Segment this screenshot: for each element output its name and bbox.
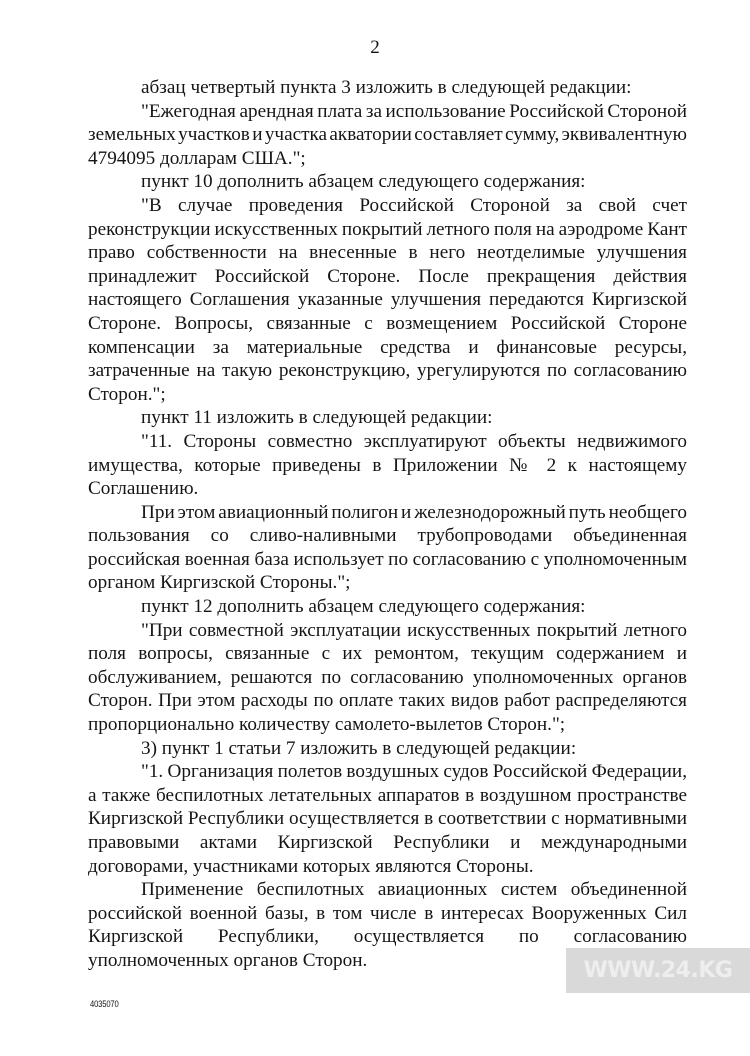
text-line: Киргизской Республики, осуществляется по согласованию <box>88 926 687 948</box>
text-line: земельных участков и участка акватории составляет сумму, эквивалентную <box>88 124 687 146</box>
document-body <box>88 76 687 973</box>
text-line: 3) пункт 1 статьи 7 изложить в следующей редакции: <box>141 737 577 759</box>
text-line: "1. Организация полетов воздушных судов Российской Федерации, <box>141 761 687 783</box>
text-line: Стороне. Вопросы, связанные с возмещением Российской Стороне <box>88 312 687 334</box>
text-line: "11. Стороны совместно эксплуатируют объекты недвижимого <box>141 430 687 452</box>
text-line: договорами, участниками которых являются Стороны. <box>88 855 534 877</box>
text-line: компенсации за материальные средства и финансовые ресурсы, <box>88 336 687 358</box>
text-line: обслуживанием, решаются по согласованию уполномоченных органов <box>88 666 687 688</box>
text-line: российская военная база использует по согласованию с уполномоченным <box>88 548 687 570</box>
text-line: пункт 11 изложить в следующей редакции: <box>141 407 493 429</box>
text-line: пункт 10 дополнить абзацем следующего содержания: <box>141 171 586 193</box>
text-line: "При совместной эксплуатации искусственных покрытий летного <box>141 619 687 641</box>
text-line: Сторон. При этом расходы по оплате таких видов работ распределяются <box>88 690 687 712</box>
watermark <box>566 948 750 993</box>
page-number: 2 <box>370 37 380 58</box>
text-line: Соглашению. <box>88 478 199 500</box>
text-line: "В случае проведения Российской Стороной за свой счет <box>141 194 687 216</box>
text-line: Сторон."; <box>88 383 166 405</box>
text-line: органом Киргизской Стороны."; <box>88 572 351 594</box>
text-line: уполномоченных органов Сторон. <box>88 949 368 971</box>
watermark-text: WWW.24.KG <box>583 957 733 983</box>
text-line: реконструкции искусственных покрытий летного поля на аэродроме Кант <box>88 218 687 240</box>
text-line: При этом авиационный полигон и железнодорожный путь необщего <box>141 501 687 523</box>
text-line: настоящего Соглашения указанные улучшения передаются Киргизской <box>88 289 687 311</box>
text-line: 4794095 долларам США."; <box>88 147 306 169</box>
text-line: Киргизской Республики осуществляется в соответствии с нормативными <box>88 808 687 830</box>
text-line: право собственности на внесенные в него неотделимые улучшения <box>88 242 687 264</box>
text-line: принадлежит Российской Стороне. После прекращения действия <box>88 265 687 287</box>
text-line: пропорционально количеству самолето-вылетов Сторон."; <box>88 714 566 736</box>
text-line: затраченные на такую реконструкцию, урегулируются по согласованию <box>88 360 687 382</box>
text-line: российской военной базы, в том числе в интересах Вооруженных Сил <box>88 902 687 924</box>
text-line: поля вопросы, связанные с их ремонтом, текущим содержанием и <box>88 643 687 665</box>
document-code: 4035070 <box>90 999 119 1009</box>
text-line: пользования со сливо-наливными трубопроводами объединенная <box>88 525 687 547</box>
text-line: правовыми актами Киргизской Республики и международными <box>88 832 687 853</box>
text-line: абзац четвертый пункта 3 изложить в следующей редакции: <box>141 77 632 98</box>
text-line: имущества, которые приведены в Приложении № 2 к настоящему <box>88 454 687 476</box>
text-line: а также беспилотных летательных аппаратов в воздушном пространстве <box>88 784 687 806</box>
text-line: "Ежегодная арендная плата за использование Российской Стороной <box>141 100 687 122</box>
text-line: Применение беспилотных авиационных систем объединенной <box>141 879 687 901</box>
text-line: пункт 12 дополнить абзацем следующего содержания: <box>141 596 586 618</box>
